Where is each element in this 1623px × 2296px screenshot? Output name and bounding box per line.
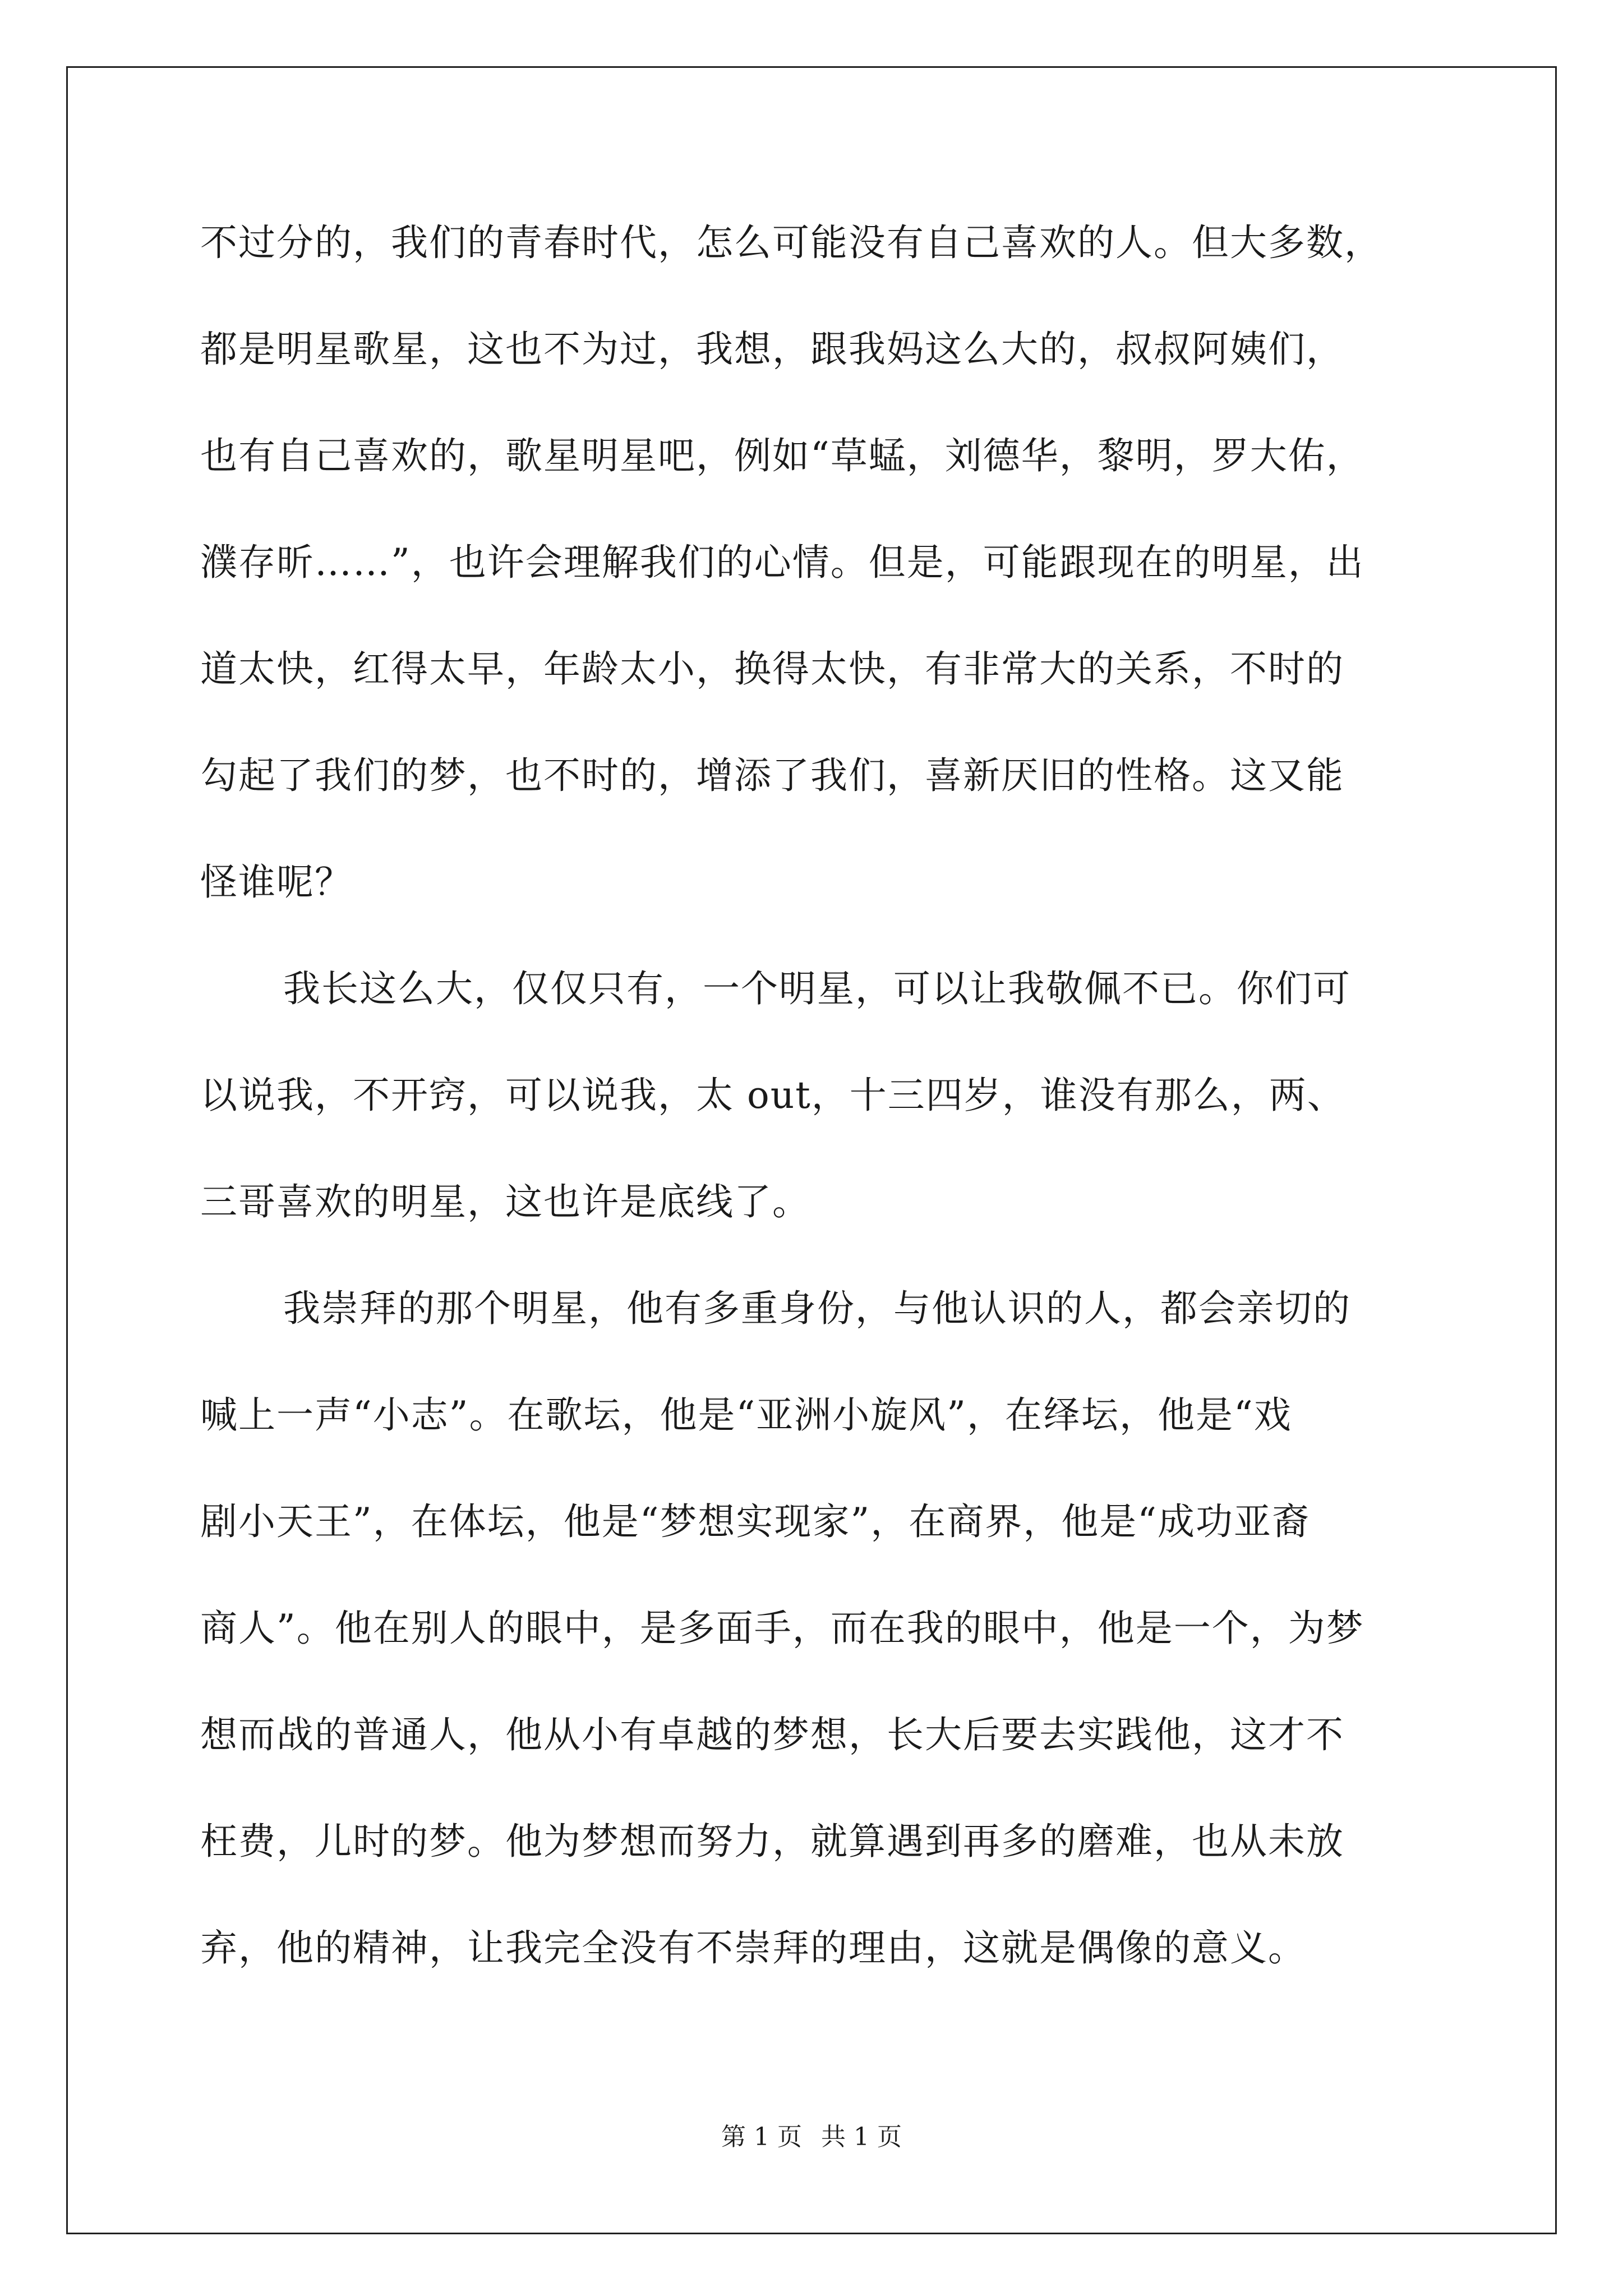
text-line: 喊上一声“小志”。在歌坛，他是“亚洲小旋风”，在绎坛，他是“戏 (200, 1393, 1292, 1437)
text-line: 想而战的普通人，他从小有卓越的梦想，长大后要去实践他，这才不 (200, 1713, 1344, 1756)
paragraph-start-line: 我崇拜的那个明星，他有多重身份，与他认识的人，都会亲切的 (283, 1287, 1351, 1330)
text-line: 剧小天王”，在体坛，他是“梦想实现家”，在商界，他是“成功亚裔 (200, 1500, 1310, 1543)
text-line: 商人”。他在别人的眼中，是多面手，而在我的眼中，他是一个，为梦 (200, 1607, 1364, 1650)
text-line: 濮存昕……”，也许会理解我们的心情。但是，可能跟现在的明星，出 (200, 541, 1364, 584)
text-line: 都是明星歌星，这也不为过，我想，跟我妈这么大的，叔叔阿姨们， (200, 328, 1344, 371)
text-line: 三哥喜欢的明星，这也许是底线了。 (200, 1180, 810, 1223)
text-line: 不过分的，我们的青春时代，怎么可能没有自己喜欢的人。但大多数， (200, 221, 1382, 264)
page-footer (0, 2120, 1623, 2154)
text-line: 枉费，儿时的梦。他为梦想而努力，就算遇到再多的磨难，也从未放 (200, 1820, 1344, 1863)
text-line: 弃，他的精神，让我完全没有不崇拜的理由，这就是偶像的意义。 (200, 1926, 1306, 1970)
text-line: 怪谁呢？ (200, 861, 353, 904)
paragraph-start-line: 我长这么大，仅仅只有，一个明星，可以让我敬佩不已。你们可 (283, 967, 1351, 1010)
page-border (66, 66, 1557, 2234)
text-line: 以说我，不开窍，可以说我，太 out，十三四岁，谁没有那么，两、 (200, 1074, 1345, 1117)
text-line: 也有自己喜欢的，歌星明星吧，例如“草蜢，刘德华，黎明，罗大佑， (200, 434, 1364, 477)
text-line: 勾起了我们的梦，也不时的，增添了我们，喜新厌旧的性格。这又能 (200, 754, 1344, 797)
page-number: 第 1 页 (721, 2123, 802, 2151)
total-pages: 共 1 页 (821, 2123, 902, 2151)
text-line: 道太快，红得太早，年龄太小，换得太快，有非常大的关系，不时的 (200, 647, 1344, 691)
